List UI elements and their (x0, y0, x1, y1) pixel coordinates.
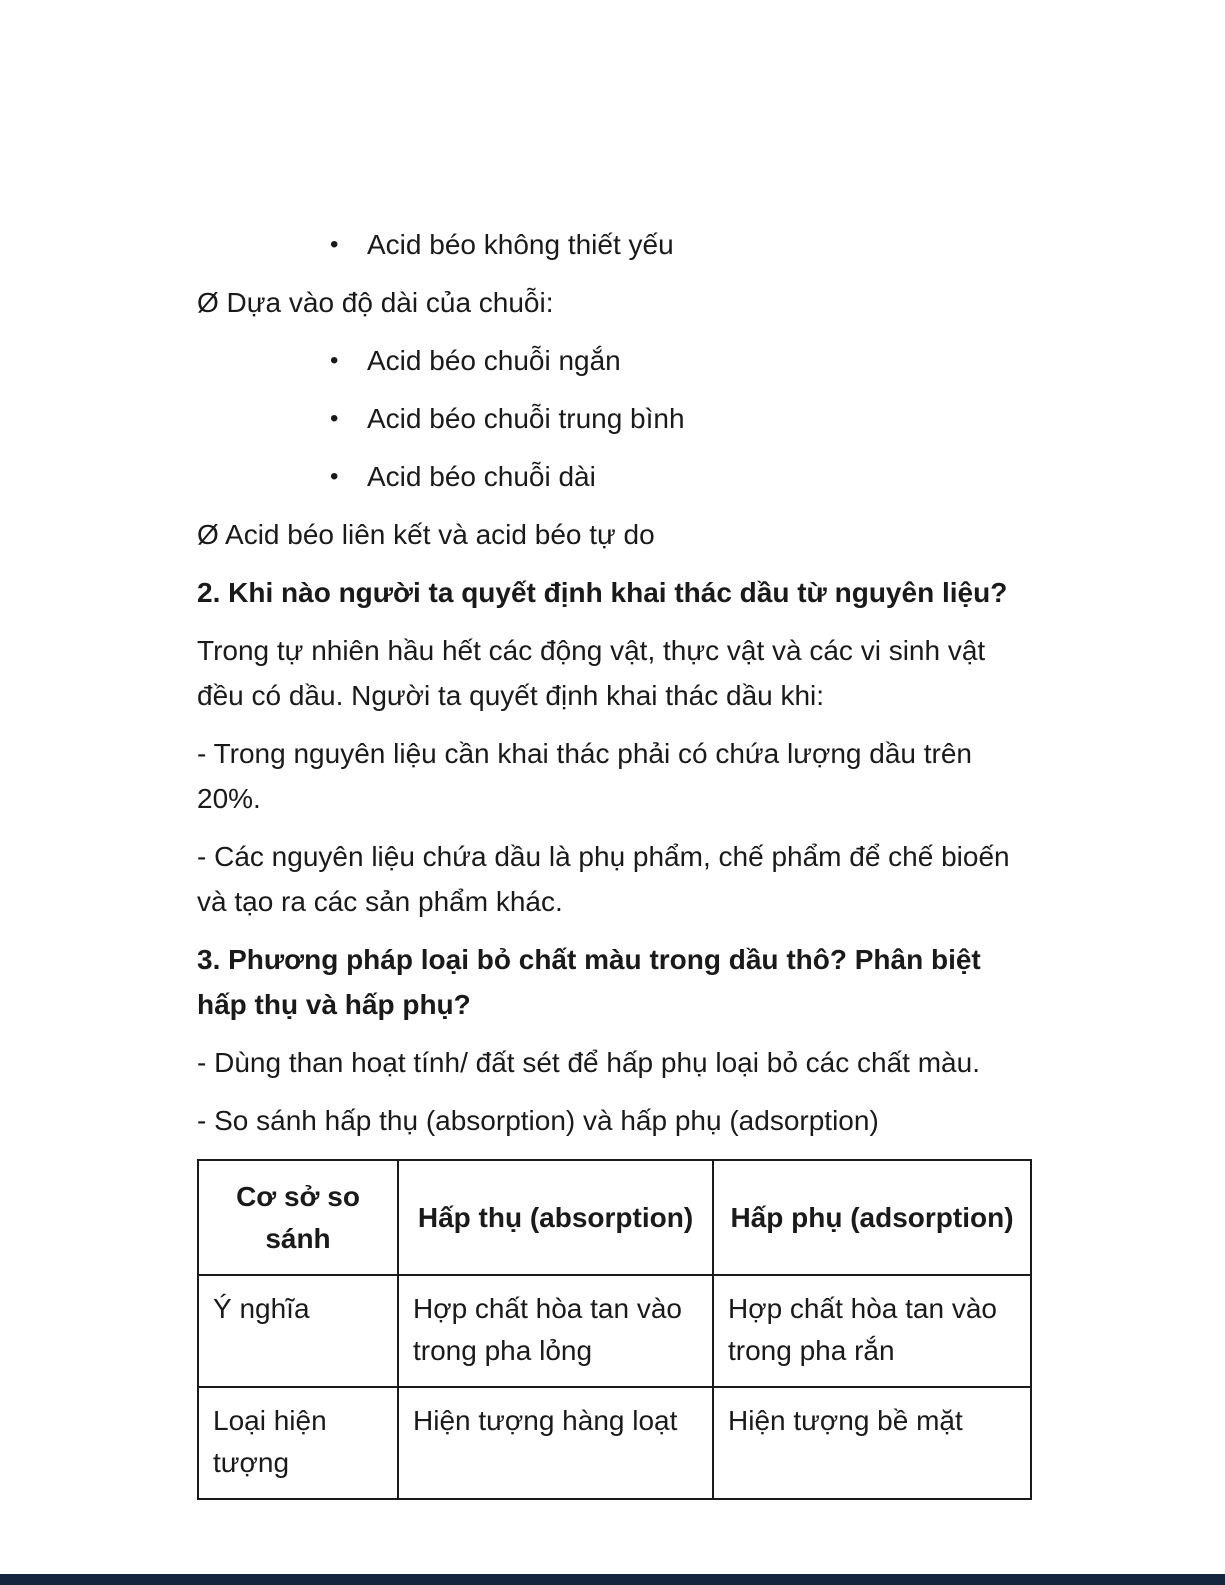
table-cell: Hợp chất hòa tan vào trong pha lỏng (398, 1275, 713, 1387)
arrow-list-item: Ø Dựa vào độ dài của chuỗi: (197, 287, 554, 318)
list-item-text: Acid béo chuỗi trung bình (367, 403, 685, 434)
table-header-cell: Hấp phụ (adsorption) (713, 1160, 1031, 1275)
list-item (197, 222, 1035, 267)
table-row (198, 1387, 1031, 1499)
table-cell: Ý nghĩa (198, 1275, 398, 1387)
bullet-icon: • (330, 463, 339, 490)
table-cell: Hợp chất hòa tan vào trong pha rắn (713, 1275, 1031, 1387)
bullet-icon: • (330, 231, 339, 258)
list-item (197, 338, 1035, 383)
table-header-cell: Hấp thụ (absorption) (398, 1160, 713, 1275)
list-item-text: Acid béo chuỗi ngắn (367, 345, 621, 376)
question-2-point-1: - Trong nguyên liệu cần khai thác phải có chứa lượng dầu trên 20%. (197, 738, 972, 814)
table-header-row (198, 1160, 1031, 1275)
list-item-text: Acid béo không thiết yếu (367, 229, 674, 260)
question-3-point-2: - So sánh hấp thụ (absorption) và hấp phụ (adsorption) (197, 1105, 879, 1136)
table-header-cell: Cơ sở so sánh (198, 1160, 398, 1275)
question-2-heading: 2. Khi nào người ta quyết định khai thác dầu từ nguyên liệu? (197, 577, 1008, 608)
table-row (198, 1275, 1031, 1387)
question-3-point-1: - Dùng than hoạt tính/ đất sét để hấp phụ loại bỏ các chất màu. (197, 1047, 980, 1078)
table-cell: Hiện tượng hàng loạt (398, 1387, 713, 1499)
comparison-table (197, 1159, 1032, 1500)
question-2-point-2: - Các nguyên liệu chứa dầu là phụ phẩm, chế phẩm để chế bioến và tạo ra các sản phẩm khác. (197, 841, 1010, 917)
question-3-heading: 3. Phương pháp loại bỏ chất màu trong dầu thô? Phân biệt hấp thụ và hấp phụ? (197, 944, 981, 1020)
question-2-intro: Trong tự nhiên hầu hết các động vật, thực vật và các vi sinh vật đều có dầu. Người ta quyết định khai thác dầu khi: (197, 635, 986, 711)
list-item-text: Acid béo chuỗi dài (367, 461, 596, 492)
table-cell: Hiện tượng bề mặt (713, 1387, 1031, 1499)
list-item (197, 454, 1035, 499)
document-page (197, 222, 1035, 1500)
bottom-bar (0, 1574, 1225, 1585)
table-cell: Loại hiện tượng (198, 1387, 398, 1499)
bullet-icon: • (330, 405, 339, 432)
bullet-icon: • (330, 347, 339, 374)
arrow-list-item: Ø Acid béo liên kết và acid béo tự do (197, 519, 655, 550)
list-item (197, 396, 1035, 441)
